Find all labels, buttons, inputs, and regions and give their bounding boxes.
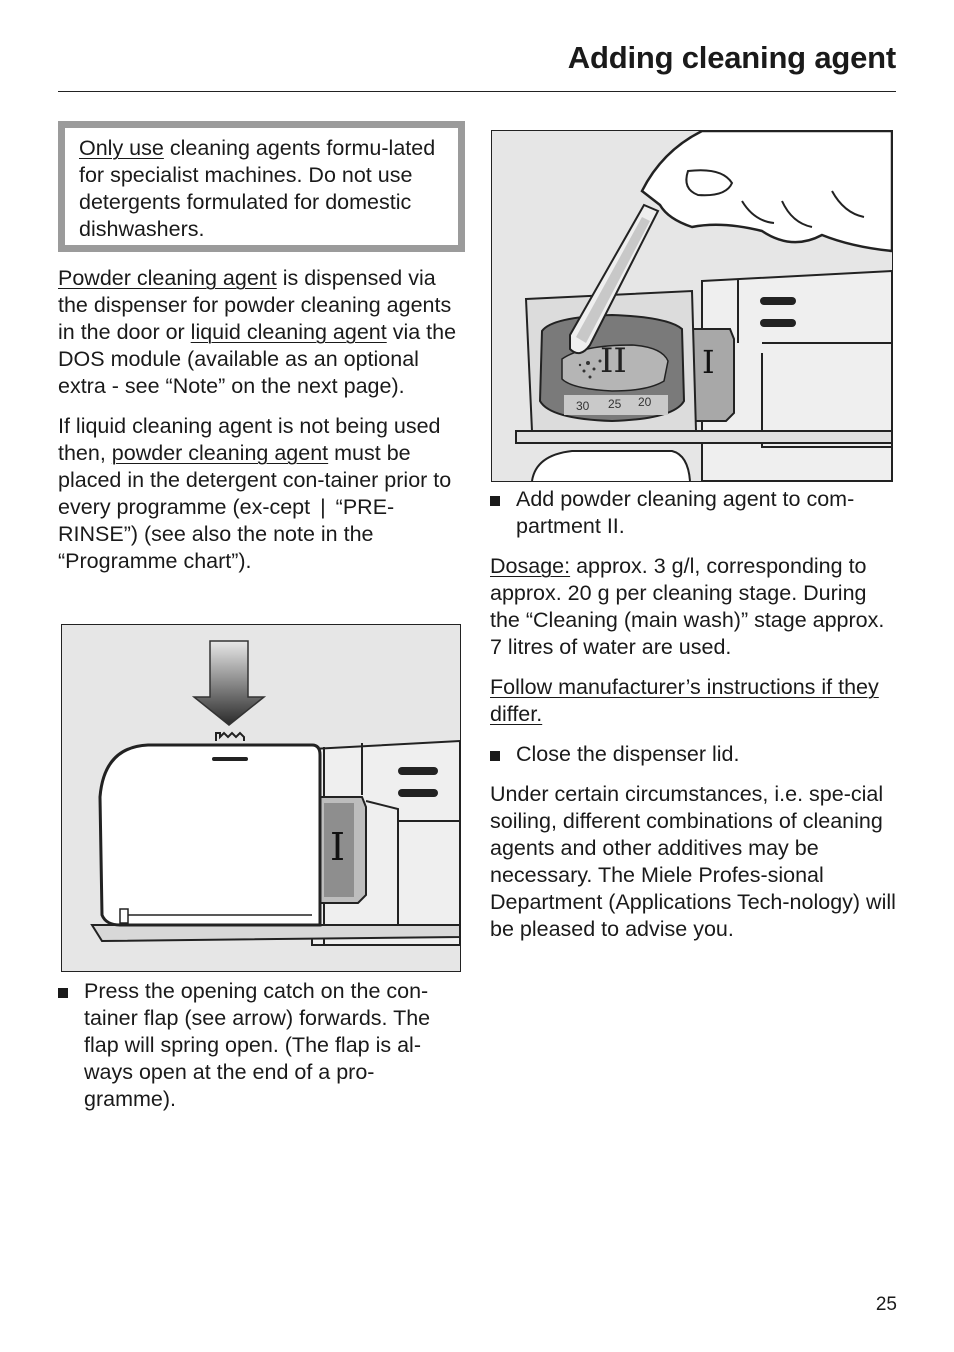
paragraph-follow — [490, 674, 896, 728]
page-number: 25 — [875, 1294, 897, 1315]
compartment-i-label: I — [330, 825, 346, 869]
text-span: via the DOS module (available as an optional extra - see “Note” on the next page). — [58, 320, 457, 398]
compartment-ii-label: II — [600, 341, 627, 381]
bullet-close-lid: Close the dispenser lid. — [490, 741, 896, 768]
dispenser-flap-drawing — [62, 625, 460, 971]
left-bullet-block — [58, 978, 458, 1126]
text-span: “PRE-RINSE”) (see also the note in the “Programme chart”). — [58, 495, 395, 573]
follow-instructions: Follow manufacturer’s instructions if they differ. — [490, 675, 879, 726]
text-span: is dispensed via the dispenser for powder cleaning agents in the door or — [58, 266, 452, 344]
warning-body: cleaning agents formu-lated for specialist machines. Do not use detergents formulated for domestic dishwashers. — [79, 136, 436, 241]
underlined-powder-2: powder cleaning agent — [111, 441, 329, 465]
scale-25: 25 — [608, 397, 622, 411]
bullet-add-powder: Add powder cleaning agent to com-partment II. — [490, 486, 896, 540]
text-span: must be placed in the detergent con-tainer prior to every programme (ex-cept — [58, 441, 452, 519]
compartment-i-label-top: I — [702, 343, 715, 381]
right-column — [490, 486, 896, 956]
pour-powder-drawing — [492, 131, 892, 481]
left-column — [58, 265, 463, 588]
paragraph-final: Under certain circumstances, i.e. spe-cial soiling, different combinations of cleaning agents and other additives may be necessary. The Miele Profes-sional Department (Applications Tech-nology) will be pleased to advise you. — [490, 782, 896, 941]
title-rule — [58, 91, 896, 92]
scale-20: 20 — [638, 395, 652, 409]
bullet-press-catch: Press the opening catch on the con-tainer flap (see arrow) forwards. The flap will spring open. (The flap is al-ways open at the end of a pro-gramme). — [58, 978, 458, 1113]
dispenser-flap-illustration — [61, 624, 461, 972]
pre-rinse-symbol: | — [320, 495, 326, 519]
pour-powder-illustration — [491, 130, 893, 482]
dosage-label: Dosage: — [490, 554, 571, 578]
warning-underlined: Only use — [79, 136, 164, 160]
paragraph-powder — [58, 265, 463, 400]
paragraph-liquid — [58, 413, 463, 575]
paragraph-dosage — [490, 553, 896, 661]
warning-text — [65, 128, 458, 245]
text-span: If liquid cleaning agent is not being used then, — [58, 414, 441, 465]
underlined-powder: Powder cleaning agent — [58, 266, 277, 290]
underlined-liquid: liquid cleaning agent — [190, 320, 387, 344]
text-span: approx. 3 g/l, corresponding to approx. 20 g per cleaning stage. During the “Cleaning (main wash)” stage approx. 7 litres of water are used. — [490, 554, 885, 659]
scale-30: 30 — [576, 399, 590, 413]
page-title: Adding cleaning agent — [567, 40, 896, 75]
warning-box — [58, 121, 465, 252]
